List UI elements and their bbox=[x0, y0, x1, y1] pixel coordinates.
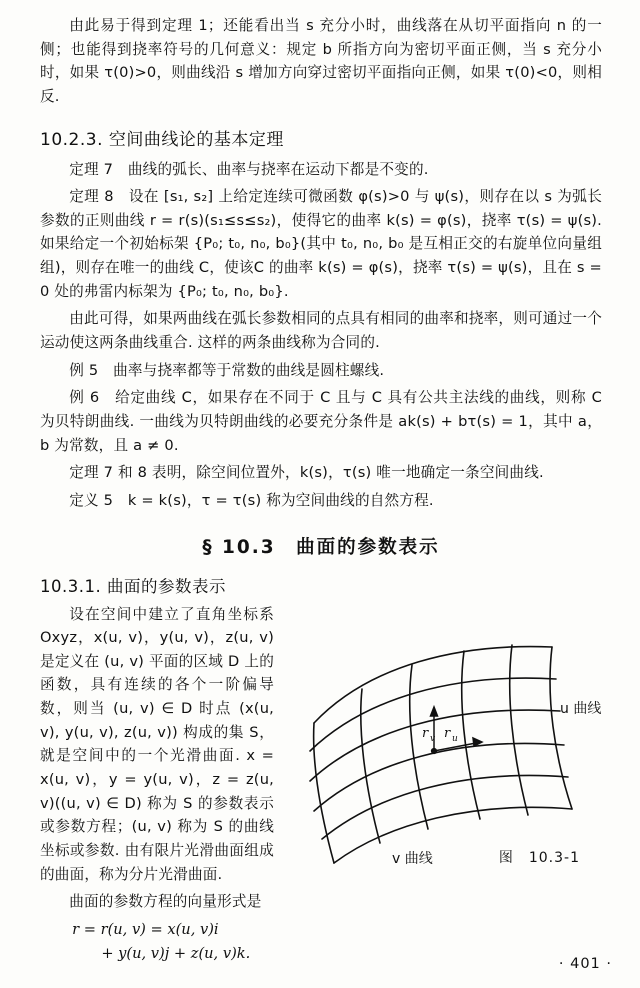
figure-svg bbox=[284, 605, 602, 873]
paragraph-surface-params: 设在空间中建立了直角坐标系 Oxyz，x(u, v)，y(u, v)，z(u, v) 是定义在 (u, v) 平面的区域 D 上的函数，具有连续的各个一阶偏导数，则当 (u, v) ∈ D 时点 (x(u, v), y(u, v), z(u, v)) 构成的集 S，就是空间中的一个光滑曲面. x = x(u, v)，y = y(u, v)，z = z(u, v)((u, v) ∈ D) 称为 S 的参数表示或参数方程；(u, v) 称为 S 的曲线坐标或参数. 由有限片光滑曲面组成的曲面，称为分片光滑曲面. bbox=[40, 605, 274, 883]
figure-vector-labels: r bbox=[422, 725, 429, 741]
page-content bbox=[40, 14, 602, 966]
section-heading-10-2-3: 10.2.3. 空间曲线论的基本定理 bbox=[40, 129, 284, 150]
equation-line-2: + y(u, v)j + z(u, v)k. bbox=[101, 944, 251, 962]
paragraph-congruent: 由此可得，如果两曲线在弧长参数相同的点具有相同的曲率和挠率，则可通过一个运动使这两条曲线重合. 这样的两条曲线称为合同的. bbox=[40, 310, 602, 352]
figure-text-wrap bbox=[40, 603, 602, 966]
svg-text:v: v bbox=[430, 733, 436, 744]
svg-text:r: r bbox=[444, 725, 451, 741]
equation-line-1: r = r(u, v) = x(u, v)i bbox=[72, 920, 219, 938]
page-number: · 401 · bbox=[558, 956, 612, 972]
definition-5: 定义 5 k = k(s)，τ = τ(s) 称为空间曲线的自然方程. bbox=[69, 491, 434, 509]
figure-label-u-curve: u 曲线 bbox=[560, 700, 602, 717]
example-6: 例 6 给定曲线 C，如果存在不同于 C 且与 C 具有公共主法线的曲线，则称 C 为贝特朗曲线. 一曲线为贝特朗曲线的必要充分条件是 ak(s) + bτ(s) = 1，其中 a，b 为常数，且 a ≠ 0. bbox=[40, 389, 602, 454]
figure-surface-patch bbox=[284, 605, 602, 873]
svg-text:u: u bbox=[452, 733, 458, 744]
theorem-8: 定理 8 设在 [s₁, s₂] 上给定连续可微函数 φ(s)>0 与 ψ(s)，则存在以 s 为弧长参数的正则曲线 r = r(s)(s₁≤s≤s₂)，使得它的曲率 k(s) = φ(s)，挠率 τ(s) = ψ(s). 如果给定一个初始标架 {P₀; t₀, n₀, b₀}(其中 t₀, n₀, b₀ 是互相正交的右旋单位向量组组)，则存在唯一的曲线 C，使该C 的曲率 k(s) = φ(s)，挠率 τ(s) = ψ(s)，且在 s = 0 处的弗雷内标架为 {P₀; t₀, n₀, b₀}. bbox=[40, 188, 602, 300]
figure-label-v-curve: v 曲线 bbox=[392, 850, 433, 867]
equation-block bbox=[40, 918, 602, 966]
section-heading-10-3: § 10.3 曲面的参数表示 bbox=[202, 536, 440, 558]
subsection-heading-10-3-1: 10.3.1. 曲面的参数表示 bbox=[40, 576, 226, 596]
example-5: 例 5 曲率与挠率都等于常数的曲线是圆柱螺线. bbox=[69, 361, 385, 379]
paragraph-theorems-7-8: 定理 7 和 8 表明，除空间位置外，k(s)，τ(s) 唯一地确定一条空间曲线. bbox=[69, 464, 544, 482]
paragraph-intro: 由此易于得到定理 1；还能看出当 s 充分小时，曲线落在从切平面指向 n 的一侧；也能得到挠率符号的几何意义：规定 b 所指方向为密切平面正侧，当 s 充分小时，如果 τ(0)>0，则曲线沿 s 增加方向穿过密切平面指向正侧，如果 τ(0)<0，则相反. bbox=[40, 17, 602, 105]
theorem-7: 定理 7 曲线的弧长、曲率与挠率在运动下都是不变的. bbox=[69, 160, 429, 178]
paragraph-vector-form: 曲面的参数方程的向量形式是 bbox=[69, 893, 262, 911]
figure-caption: 图 10.3-1 bbox=[498, 849, 580, 866]
